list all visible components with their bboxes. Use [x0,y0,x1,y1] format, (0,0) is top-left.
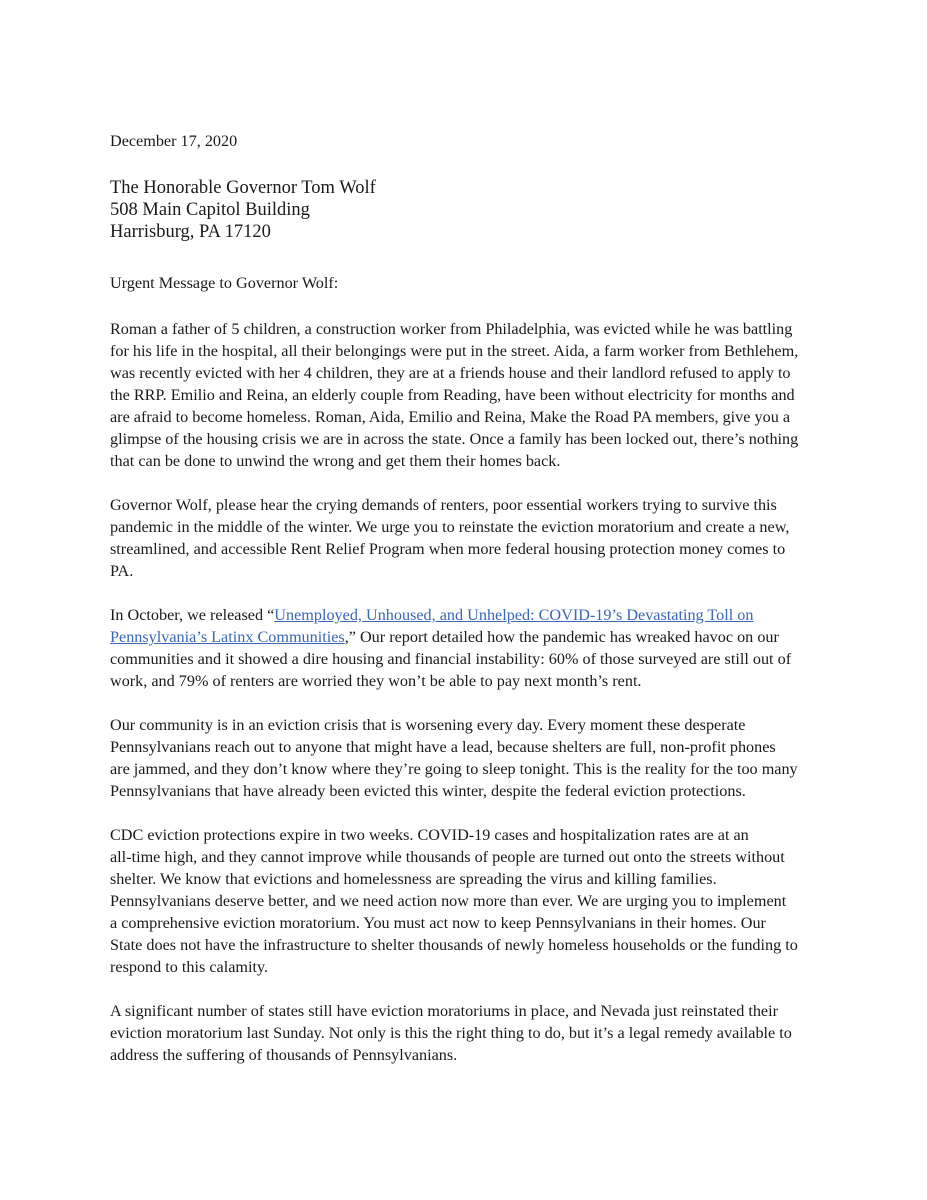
paragraph-line: all-time high, and they cannot improve while thousands of people are turned out onto the streets without [110,848,785,866]
paragraph-line: a comprehensive eviction moratorium. You must act now to keep Pennsylvanians in their homes. Our [110,914,766,932]
recipient-city: Harrisburg, PA 17120 [110,222,271,242]
paragraph-line: Pennsylvanians that have already been evicted this winter, despite the federal eviction protections. [110,782,746,800]
paragraph-line: Roman a father of 5 children, a construction worker from Philadelphia, was evicted while he was battling [110,320,793,338]
paragraph-line: communities and it showed a dire housing and financial instability: 60% of those surveyed are still out of [110,650,792,668]
paragraph-3 [110,604,822,692]
paragraph-line: was recently evicted with her 4 children, they are at a friends house and their landlord refused to apply to [110,364,791,382]
paragraph-line: State does not have the infrastructure to shelter thousands of newly homeless households or the funding to [110,936,798,954]
paragraph-line: shelter. We know that evictions and homelessness are spreading the virus and killing families. [110,870,717,888]
paragraph-2 [110,494,822,582]
paragraph-line: respond to this calamity. [110,958,269,976]
report-intro-text: In October, we released “ [110,606,275,624]
paragraph-line: work, and 79% of renters are worried they won’t be able to pay next month’s rent. [110,672,642,690]
letter-page [110,130,822,1088]
paragraph-line: Our community is in an eviction crisis that is worsening every day. Every moment these desperate [110,716,746,734]
paragraph-5 [110,824,822,978]
paragraph-line: the RRP. Emilio and Reina, an elderly couple from Reading, have been without electricity for months and [110,386,795,404]
paragraph-line: are jammed, and they don’t know where they’re going to sleep tonight. This is the reality for the too many [110,760,798,778]
paragraph-4 [110,714,822,802]
paragraph-line: pandemic in the middle of the winter. We urge you to reinstate the eviction moratorium and create a new, [110,518,790,536]
paragraph-line: streamlined, and accessible Rent Relief Program when more federal housing protection money comes to [110,540,786,558]
paragraph-line: Pennsylvanians deserve better, and we need action now more than ever. We are urging you to implement [110,892,787,910]
recipient-street: 508 Main Capitol Building [110,200,310,220]
paragraph-line: for his life in the hospital, all their belongings were put in the street. Aida, a farm worker from Bethlehem, [110,342,799,360]
paragraph-line: PA. [110,562,134,580]
report-link-continued[interactable]: Pennsylvania’s Latinx Communities [110,628,345,646]
paragraph-6 [110,1000,822,1066]
paragraph-line: address the suffering of thousands of Pennsylvanians. [110,1046,458,1064]
paragraph-line: are afraid to become homeless. Roman, Aida, Emilio and Reina, Make the Road PA members, give you a [110,408,791,426]
report-link[interactable]: Unemployed, Unhoused, and Unhelped: COVID-19’s Devastating Toll on [274,606,754,624]
paragraph-line: glimpse of the housing crisis we are in across the state. Once a family has been locked out, there’s nothing [110,430,799,448]
salutation: Urgent Message to Governor Wolf: [110,274,339,292]
paragraph-line: A significant number of states still have eviction moratoriums in place, and Nevada just reinstated their [110,1002,779,1020]
recipient-name: The Honorable Governor Tom Wolf [110,178,376,198]
paragraph-line: Governor Wolf, please hear the crying demands of renters, poor essential workers trying to survive this [110,496,777,514]
report-after-text: ,” Our report detailed how the pandemic has wreaked havoc on our [344,628,779,646]
paragraph-line: Pennsylvanians reach out to anyone that might have a lead, because shelters are full, non-profit phones [110,738,776,756]
paragraph-line: that can be done to unwind the wrong and get them their homes back. [110,452,561,470]
paragraph-1 [110,318,822,472]
letter-date: December 17, 2020 [110,132,238,150]
paragraph-line: eviction moratorium last Sunday. Not only is this the right thing to do, but it’s a legal remedy available to [110,1024,792,1042]
paragraph-line [110,604,822,626]
paragraph-line [110,626,822,648]
paragraph-line: CDC eviction protections expire in two weeks. COVID-19 cases and hospitalization rates are at an [110,826,749,844]
recipient-address [110,177,822,243]
